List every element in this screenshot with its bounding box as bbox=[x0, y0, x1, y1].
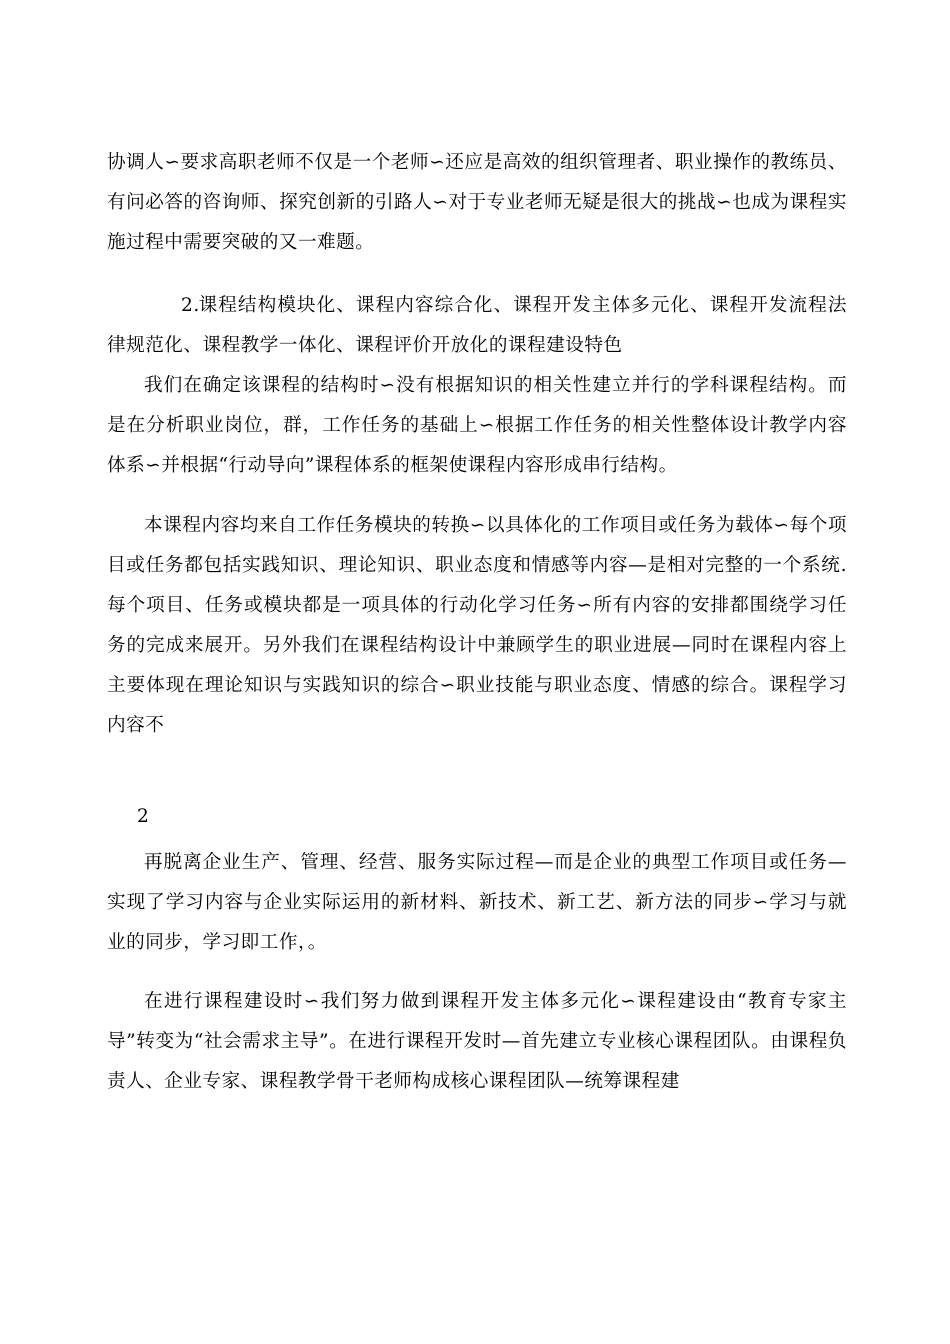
section-number: 2. bbox=[181, 295, 200, 316]
paragraph-1: 协调人∽要求高职老师不仅是一个老师∽还应是高效的组织管理者、职业操作的教练员、有问必答的咨询师、探究创新的引路人∽对于专业老师无疑是很大的挑战∽也成为课程实施过程中需要突破的又一难题。 bbox=[107, 152, 847, 253]
paragraph-4: 本课程内容均来自工作任务模块的转换∽以具体化的工作项目或任务为载体∽每个项目或任务都包括实践知识、理论知识、职业态度和情感等内容—是相对完整的一个系统.每个项目、任务或模块都是一项具体的行动化学习任务∽所有内容的安排都围绕学习任务的完成来展开。另外我们在课程结构设计中兼顾学生的职业进展—同时在课程内容上主要体现在理论知识与实践知识的综合∽职业技能与职业态度、情感的综合。课程学习内容不 bbox=[107, 515, 847, 736]
paragraph-3: 我们在确定该课程的结构时∽没有根据知识的相关性建立并行的学科课程结构。而是在分析职业岗位，群，工作任务的基础上∽根据工作任务的相关性整体设计教学内容体系∽并根据“行动导向”课程体系的框架使课程内容形成串行结构。 bbox=[107, 375, 847, 476]
section-heading-text: 课程结构模块化、课程内容综合化、课程开发主体多元化、课程开发流程法律规范化、课程教学一体化、课程评价开放化的课程建设特色 bbox=[107, 295, 847, 356]
paragraph-5: 再脱离企业生产、管理、经营、服务实际过程—而是企业的典型工作项目或任务—实现了学习内容与企业实际运用的新材料、新技术、新工艺、新方法的同步∽学习与就业的同步，学习即工作，。 bbox=[107, 852, 847, 953]
section-heading-2 bbox=[107, 286, 847, 366]
paragraph-6: 在进行课程建设时∽我们努力做到课程开发主体多元化∽课程建设由“教育专家主导”转变为“社会需求主导”。在进行课程开发时—首先建立专业核心课程团队。由课程负责人、企业专家、课程教学骨干老师构成核心课程团队—统筹课程建 bbox=[107, 991, 847, 1092]
page-number: 2 bbox=[137, 806, 149, 827]
